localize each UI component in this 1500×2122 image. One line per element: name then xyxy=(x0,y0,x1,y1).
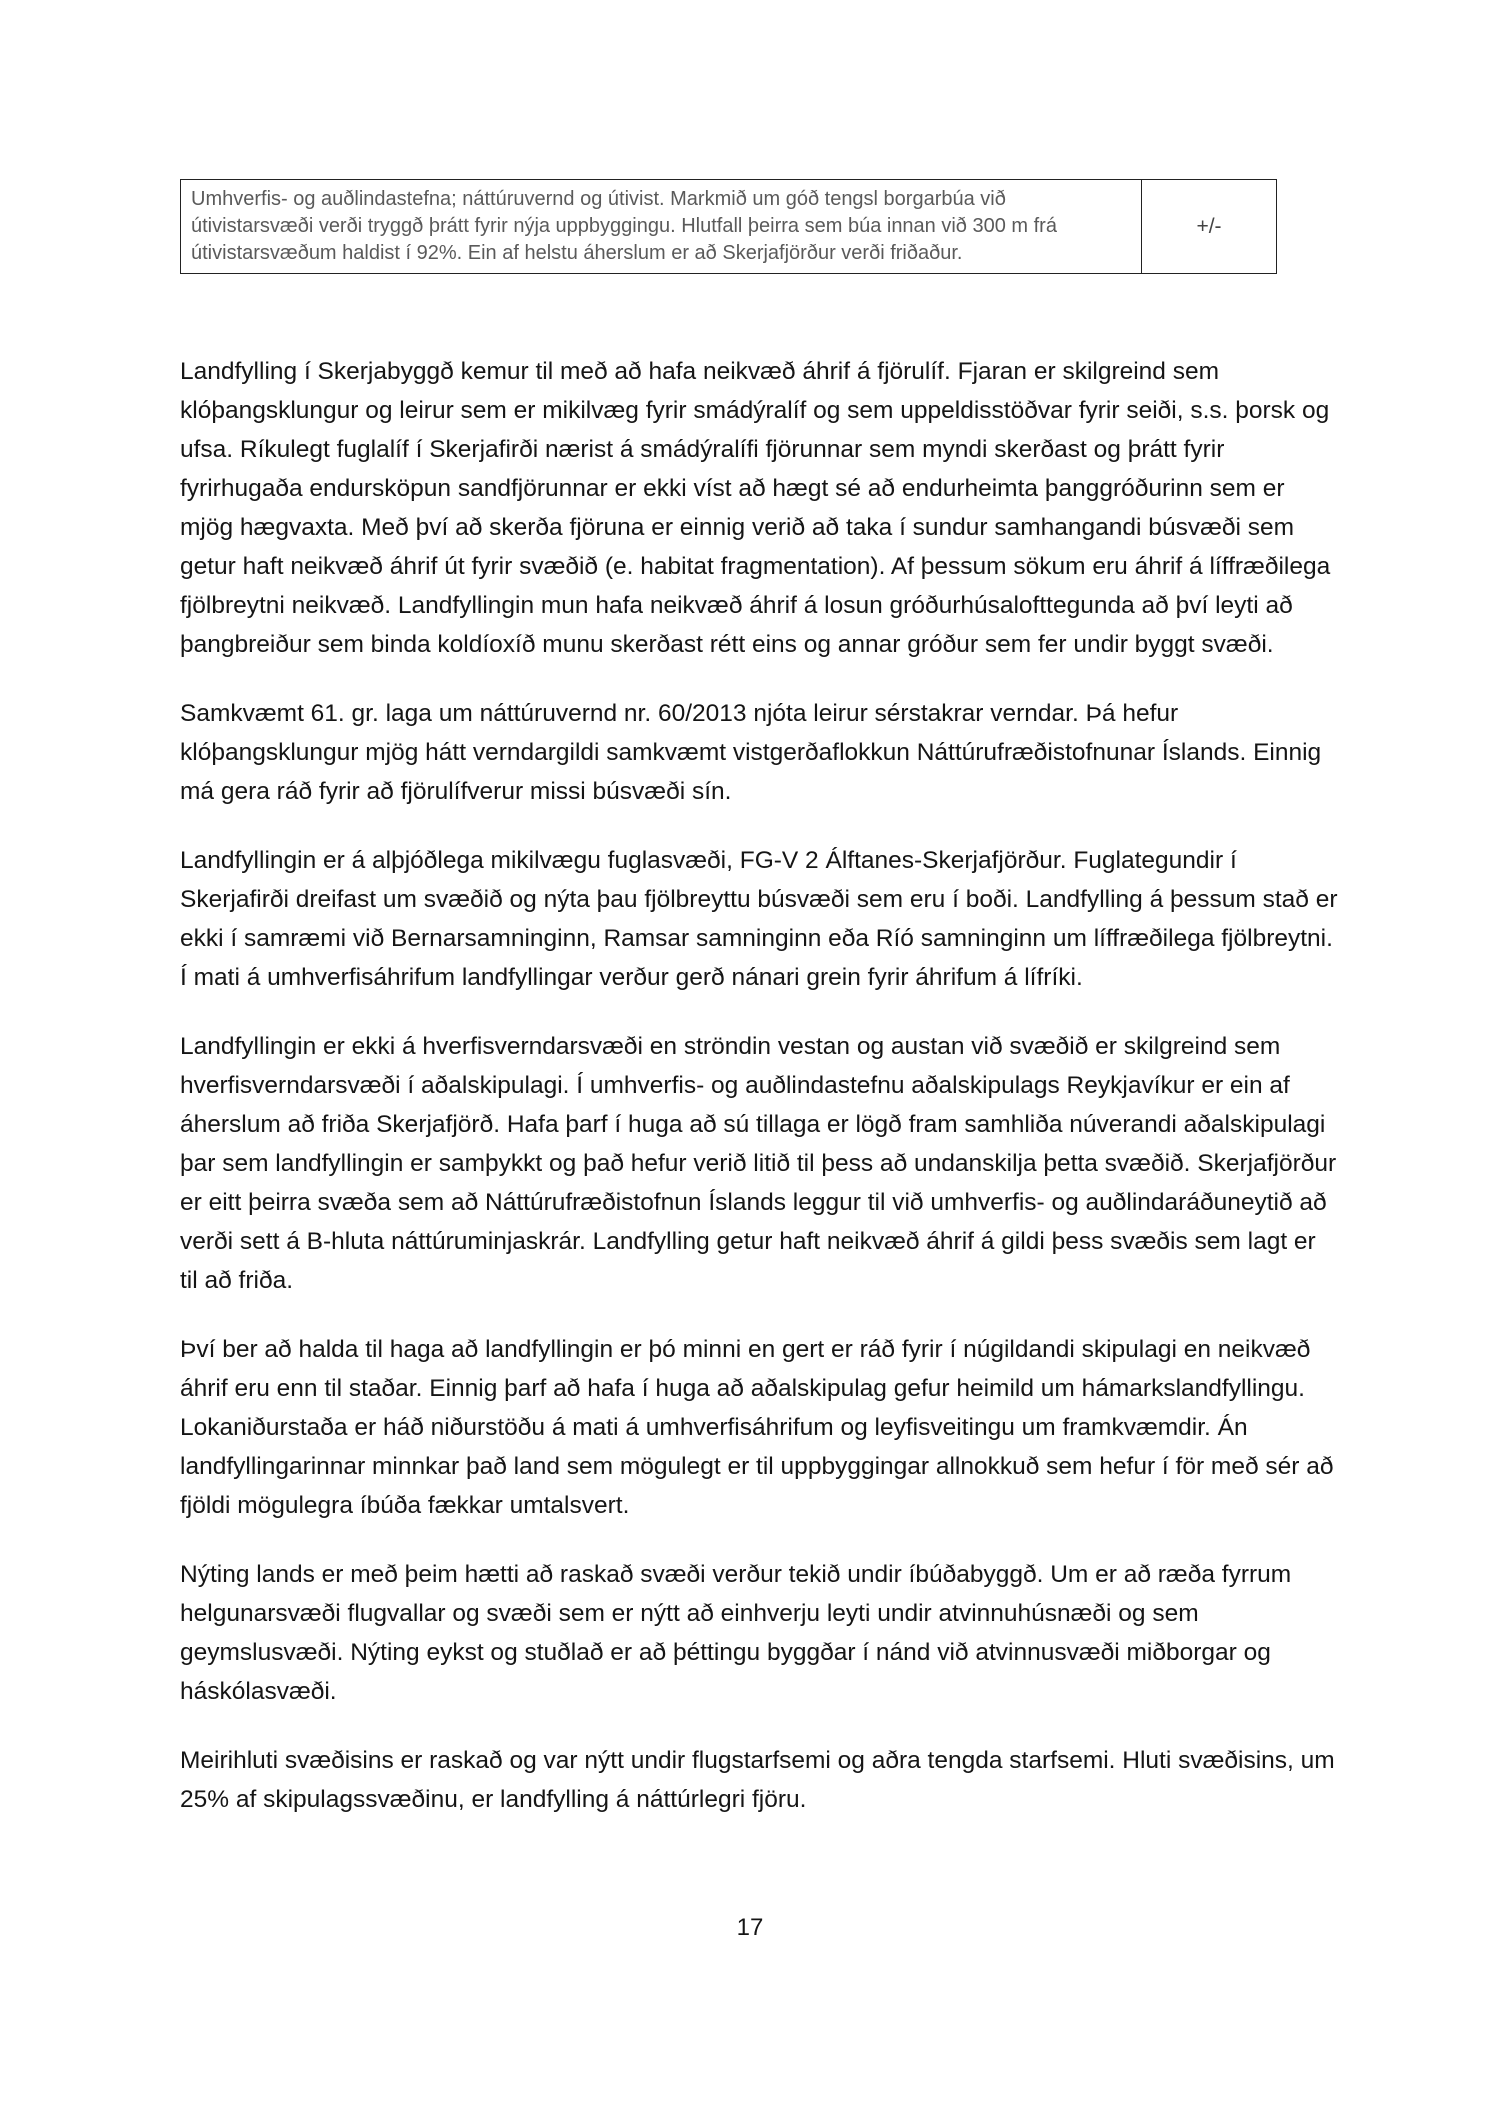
table-cell-rating: +/- xyxy=(1142,180,1277,274)
paragraph-bird-area: Landfyllingin er á alþjóðlega mikilvægu fuglasvæði, FG-V 2 Álftanes-Skerjafjörður. Fuglategundir í Skerjafirði dreifast um svæðið og nýta þau fjölbreyttu búsvæði sem eru í boði. Landfylling á þessum stað er ekki í samræmi við Bernarsamninginn, Ramsar samninginn eða Ríó samninginn um líffræðilega fjölbreytni. Í mati á umhverfisáhrifum landfyllingar verður gerð nánari grein fyrir áhrifum á lífríki. xyxy=(180,847,1338,991)
assessment-table xyxy=(180,179,1277,274)
paragraph-legal-protection: Samkvæmt 61. gr. laga um náttúruvernd nr. 60/2013 njóta leirur sérstakrar verndar. Þá hefur klóþangsklungur mjög hátt verndargildi samkvæmt vistgerðaflokkun Náttúrufræðistofnunar Íslands. Einnig má gera ráð fyrir að fjörulífverur missi búsvæði sín. xyxy=(180,700,1322,805)
body-text xyxy=(180,352,1340,1849)
paragraph-landfill-impact: Landfylling í Skerjabyggð kemur til með að hafa neikvæð áhrif á fjörulíf. Fjaran er skilgreind sem klóþangsklungur og leirur sem er mikilvæg fyrir smádýralíf og sem uppeldisstöðvar fyrir seiði, s.s. þorsk og ufsa. Ríkulegt fuglalíf í Skerjafirði nærist á smádýralífi fjörunnar sem myndi skerðast og þrátt fyrir fyrirhugaða endursköpun sandfjörunnar er ekki víst að hægt sé að endurheimta þanggróðurinn sem er mjög hægvaxta. Með því að skerða fjöruna er einnig verið að taka í sundur samhangandi búsvæði sem getur haft neikvæð áhrif út fyrir svæðið (e. habitat fragmentation). Af þessum sökum eru áhrif á líffræðilega fjölbreytni neikvæð. Landfyllingin mun hafa neikvæð áhrif á losun gróðurhúsalofttegunda að því leyti að þangbreiður sem binda koldíoxíð munu skerðast rétt eins og annar gróður sem fer undir byggt svæði. xyxy=(180,358,1331,658)
paragraph-area-share: Meirihluti svæðisins er raskað og var nýtt undir flugstarfsemi og aðra tengda starfsemi. Hluti svæðisins, um 25% af skipulagssvæðinu, er landfylling á náttúrlegri fjöru. xyxy=(180,1747,1335,1813)
table-cell-description: Umhverfis- og auðlindastefna; náttúruvernd og útivist. Markmið um góð tengsl borgarbúa við útivistarsvæði verði tryggð þrátt fyrir nýja uppbyggingu. Hlutfall þeirra sem búa innan við 300 m frá útivistarsvæðum haldist í 92%. Ein af helstu áherslum er að Skerjafjörður verði friðaður. xyxy=(181,180,1142,274)
paragraph-conclusion: Því ber að halda til haga að landfyllingin er þó minni en gert er ráð fyrir í núgildandi skipulagi en neikvæð áhrif eru enn til staðar. Einnig þarf að hafa í huga að aðalskipulag gefur heimild um hámarkslandfyllingu. Lokaniðurstaða er háð niðurstöðu á mati á umhverfisáhrifum og leyfisveitingu um framkvæmdir. Án landfyllingarinnar minnkar það land sem mögulegt er til uppbyggingar allnokkuð sem hefur í för með sér að fjöldi mögulegra íbúða fækkar umtalsvert. xyxy=(180,1336,1334,1519)
paragraph-conservation-zone: Landfyllingin er ekki á hverfisverndarsvæði en ströndin vestan og austan við svæðið er skilgreind sem hverfisverndarsvæði í aðalskipulagi. Í umhverfis- og auðlindastefnu aðalskipulags Reykjavíkur er ein af áherslum að friða Skerjafjörð. Hafa þarf í huga að sú tillaga er lögð fram samhliða núverandi aðalskipulagi þar sem landfyllingin er samþykkt og það hefur verið litið til þess að undanskilja þetta svæðið. Skerjafjörður er eitt þeirra svæða sem að Náttúrufræðistofnun Íslands leggur til við umhverfis- og auðlindaráðuneytið að verði sett á B-hluta náttúruminjaskrár. Landfylling getur haft neikvæð áhrif á gildi þess svæðis sem lagt er til að friða. xyxy=(180,1033,1337,1294)
paragraph-land-use: Nýting lands er með þeim hætti að raskað svæði verður tekið undir íbúðabyggð. Um er að ræða fyrrum helgunarsvæði flugvallar og svæði sem er nýtt að einhverju leyti undir atvinnuhúsnæði og sem geymslusvæði. Nýting eykst og stuðlað er að þéttingu byggðar í nánd við atvinnusvæði miðborgar og háskólasvæði. xyxy=(180,1561,1292,1705)
page-number: 17 xyxy=(736,1914,764,1941)
table-row xyxy=(181,180,1277,274)
